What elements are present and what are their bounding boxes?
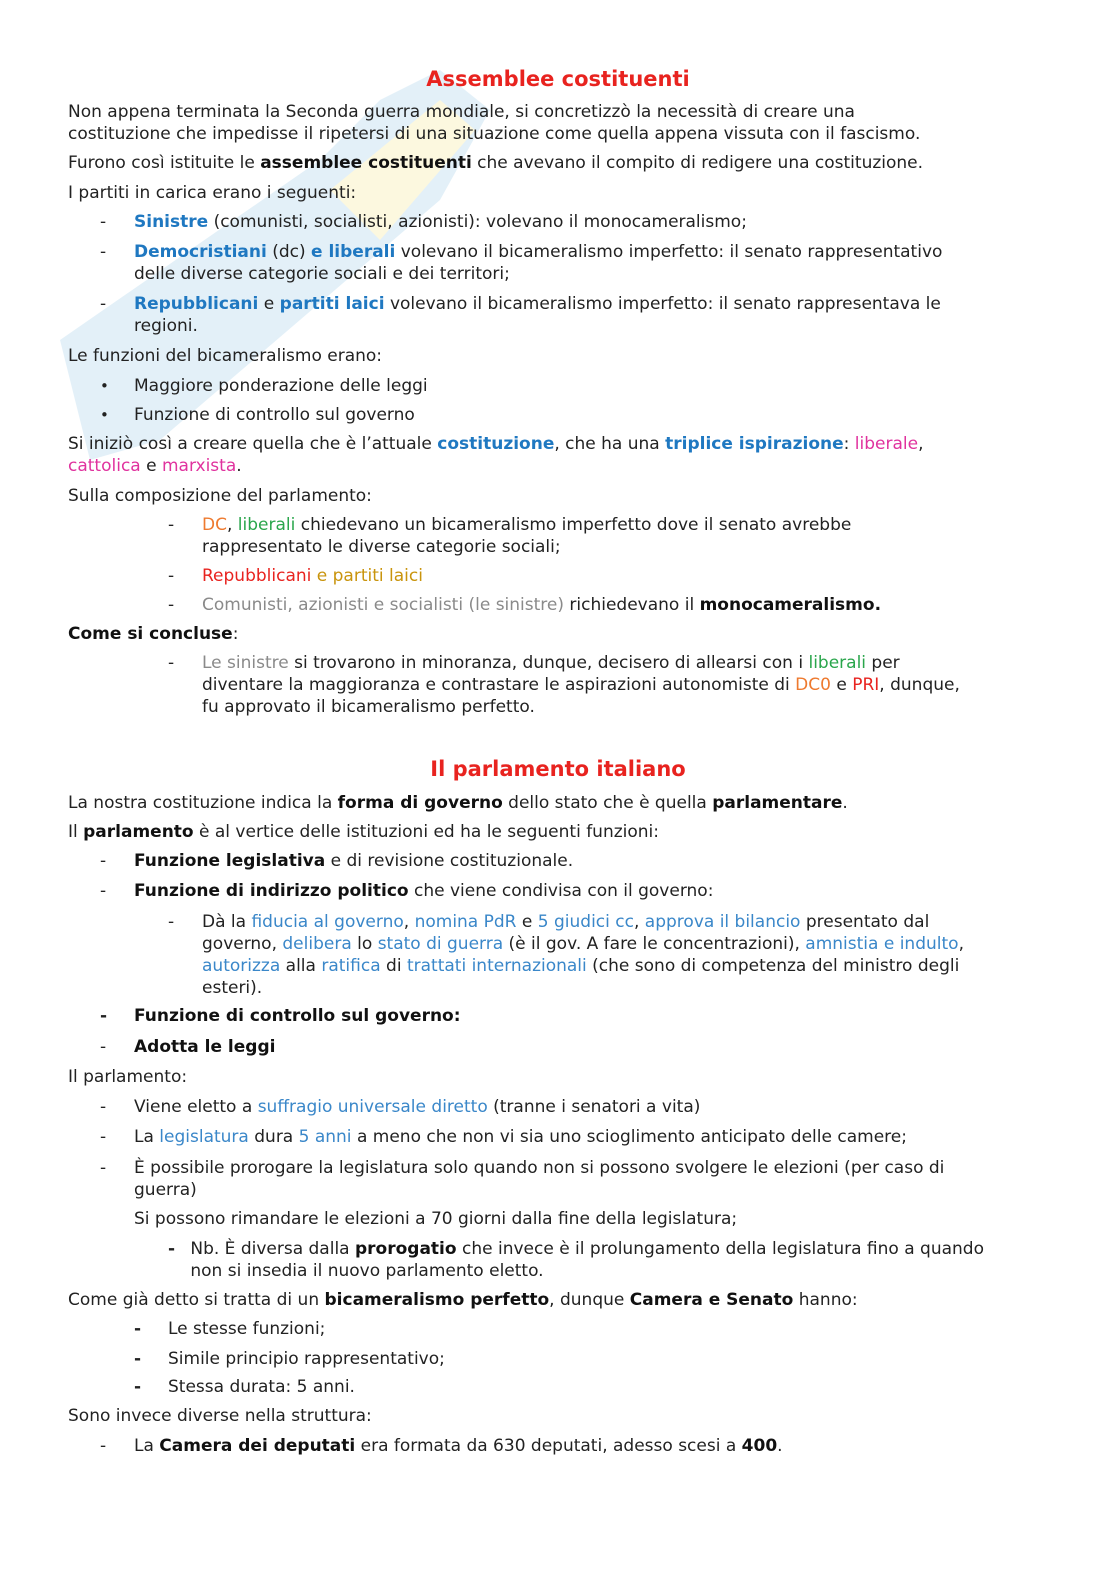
list-item: La Camera dei deputati era formata da 630 deputati, adesso scesi a 400.	[134, 1436, 783, 1456]
list-item: Funzione di controllo sul governo:	[134, 1006, 461, 1026]
list-item: Funzione legislativa e di revisione costituzionale.	[134, 851, 574, 871]
dash-bullet: -	[100, 1097, 107, 1117]
list-item: Stessa durata: 5 anni.	[168, 1377, 355, 1397]
paragraph-line: Sulla composizione del parlamento:	[68, 486, 372, 506]
list-item-continuation: Si possono rimandare le elezioni a 70 giorni dalla fine della legislatura;	[134, 1209, 738, 1229]
dash-bullet: -	[134, 1349, 142, 1369]
dash-bullet: -	[100, 1436, 107, 1456]
dash-bullet: -	[168, 515, 175, 535]
paragraph-line: Non appena terminata la Seconda guerra mondiale, si concretizzò la necessità di creare una	[68, 102, 855, 122]
paragraph-line: Furono così istituite le assemblee costituenti che avevano il compito di redigere una costituzione.	[68, 153, 924, 173]
list-item-continuation: guerra)	[134, 1180, 197, 1200]
list-item: Dà la fiducia al governo, nomina PdR e 5 giudici cc, approva il bilancio presentato dal	[202, 912, 930, 932]
list-item-continuation: rappresentato le diverse categorie sociali;	[202, 537, 561, 557]
dash-bullet: -	[168, 595, 175, 615]
list-item: Repubblicani e partiti laici volevano il bicameralismo imperfetto: il senato rappresentava le	[134, 294, 941, 314]
list-item-continuation: regioni.	[134, 316, 198, 336]
dash-bullet: -	[134, 1319, 142, 1339]
paragraph-line: costituzione che impedisse il ripetersi di una situazione come quella appena vissuta con il fascismo.	[68, 124, 921, 144]
dash-bullet: -	[168, 653, 175, 673]
list-item: Le sinistre si trovarono in minoranza, dunque, decisero di allearsi con i liberali per	[202, 653, 900, 673]
list-item: Funzione di indirizzo politico che viene condivisa con il governo:	[134, 881, 714, 901]
paragraph-line: Si iniziò così a creare quella che è l’attuale costituzione, che ha una triplice ispirazione: liberale,	[68, 434, 924, 454]
list-item: Simile principio rappresentativo;	[168, 1349, 445, 1369]
list-item: Maggiore ponderazione delle leggi	[134, 376, 428, 396]
paragraph-line: Come si concluse:	[68, 624, 239, 644]
paragraph-line: Come già detto si tratta di un bicameralismo perfetto, dunque Camera e Senato hanno:	[68, 1290, 858, 1310]
paragraph-line: Le funzioni del bicameralismo erano:	[68, 346, 383, 366]
list-item: Democristiani (dc) e liberali volevano il bicameralismo imperfetto: il senato rappresentativo	[134, 242, 943, 262]
list-item: Viene eletto a suffragio universale diretto (tranne i senatori a vita)	[134, 1097, 701, 1117]
section-title-parlamento: Il parlamento italiano	[430, 757, 686, 781]
list-item-continuation: delle diverse categorie sociali e dei territori;	[134, 264, 510, 284]
bullet-dot: •	[100, 377, 109, 395]
paragraph-line: La nostra costituzione indica la forma di governo dello stato che è quella parlamentare.	[68, 793, 848, 813]
list-item-continuation: autorizza alla ratifica di trattati internazionali (che sono di competenza del ministro degli	[202, 956, 960, 976]
list-item: DC, liberali chiedevano un bicameralismo imperfetto dove il senato avrebbe	[202, 515, 852, 535]
dash-bullet: -	[100, 212, 107, 232]
note-text: Nb. È diversa dalla prorogatio che invece è il prolungamento della legislatura fino a quando	[190, 1239, 984, 1259]
list-item: Sinistre (comunisti, socialisti, azionisti): volevano il monocameralismo;	[134, 212, 747, 232]
paragraph-line: Sono invece diverse nella struttura:	[68, 1406, 372, 1426]
list-item: Comunisti, azionisti e socialisti (le sinistre) richiedevano il monocameralismo.	[202, 595, 882, 615]
list-item: La legislatura dura 5 anni a meno che non vi sia uno scioglimento anticipato delle camere;	[134, 1127, 907, 1147]
list-item-continuation: diventare la maggioranza e contrastare le aspirazioni autonomiste di DC0 e PRI, dunque,	[202, 675, 960, 695]
list-item: È possibile prorogare la legislatura solo quando non si possono svolgere le elezioni (per caso di	[134, 1158, 945, 1178]
dash-bullet: -	[134, 1377, 142, 1397]
dash-bullet: -	[100, 1158, 107, 1178]
dash-bullet: -	[168, 566, 175, 586]
section-title-assemblee: Assemblee costituenti	[426, 67, 690, 91]
dash-bullet: -	[100, 1006, 108, 1026]
dash-bullet: -	[168, 1239, 176, 1259]
note-continuation: non si insedia il nuovo parlamento eletto.	[190, 1261, 544, 1281]
bullet-dot: •	[100, 406, 109, 424]
dash-bullet: -	[100, 242, 107, 262]
list-item: Funzione di controllo sul governo	[134, 405, 415, 425]
paragraph-line: cattolica e marxista.	[68, 456, 242, 476]
dash-bullet: -	[100, 851, 107, 871]
dash-bullet: -	[100, 881, 107, 901]
list-item-continuation: fu approvato il bicameralismo perfetto.	[202, 697, 535, 717]
list-item: Le stesse funzioni;	[168, 1319, 326, 1339]
dash-bullet: -	[100, 294, 107, 314]
paragraph-line: Il parlamento:	[68, 1067, 188, 1087]
list-item: Adotta le leggi	[134, 1037, 276, 1057]
list-item-continuation: esteri).	[202, 978, 263, 998]
paragraph-line: I partiti in carica erano i seguenti:	[68, 183, 357, 203]
dash-bullet: -	[100, 1037, 107, 1057]
list-item: Repubblicani e partiti laici	[202, 566, 423, 586]
list-item-continuation: governo, delibera lo stato di guerra (è il gov. A fare le concentrazioni), amnistia e indulto,	[202, 934, 964, 954]
dash-bullet: -	[100, 1127, 107, 1147]
dash-bullet: -	[168, 912, 175, 932]
paragraph-line: Il parlamento è al vertice delle istituzioni ed ha le seguenti funzioni:	[68, 822, 660, 842]
